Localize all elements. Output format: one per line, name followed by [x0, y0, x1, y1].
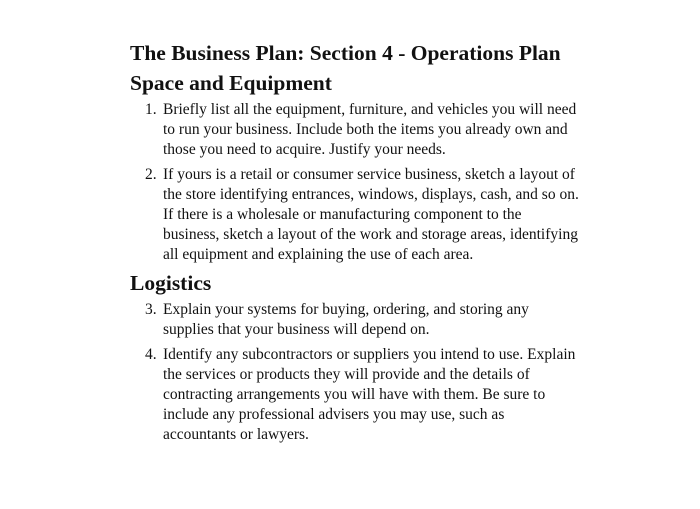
item-text: Briefly list all the equipment, furniture, and vehicles you will need to run your business. Include both the items you already own and those you need to acquire. Justify your needs.	[163, 101, 577, 158]
list-item	[130, 100, 580, 160]
page-title: The Business Plan: Section 4 - Operations Plan	[130, 41, 561, 65]
item-number: 3.	[145, 301, 157, 318]
section-heading-space-and-equipment: Space and Equipment	[130, 71, 332, 95]
item-number: 2.	[145, 166, 157, 183]
section-heading-logistics: Logistics	[130, 271, 212, 295]
list-item	[130, 165, 580, 265]
list-item	[130, 345, 580, 445]
space-and-equipment-list	[130, 100, 580, 265]
document-page	[130, 40, 580, 450]
item-text: Explain your systems for buying, ordering, and storing any supplies that your business will depend on.	[163, 301, 529, 338]
item-text: Identify any subcontractors or suppliers you intend to use. Explain the services or products they will provide and the details of contracting arrangements you will have with them. Be sure to include any professional advisers you may use, such as accountants or lawyers.	[163, 346, 576, 443]
list-item	[130, 300, 580, 340]
item-text: If yours is a retail or consumer service business, sketch a layout of the store identifying entrances, windows, displays, cash, and so on. If there is a wholesale or manufacturing component to the business, sketch a layout of the work and storage areas, identifying all equipment and explaining the use of each area.	[163, 166, 579, 263]
item-number: 1.	[145, 101, 157, 118]
logistics-list	[130, 300, 580, 445]
item-number: 4.	[145, 346, 157, 363]
